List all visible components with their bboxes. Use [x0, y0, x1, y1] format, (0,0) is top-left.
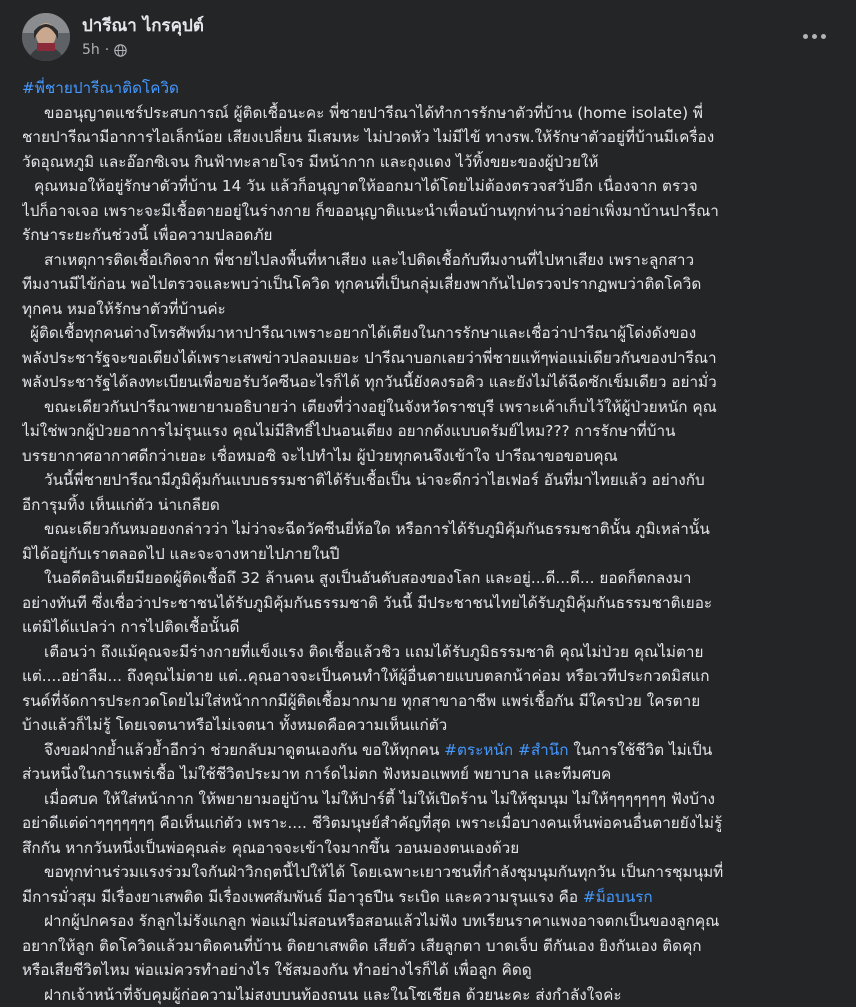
text-line: บ้างแล้วก็ไม่รู้ โดยเจตนาหรือไม่เจตนา ทั้งหมดคือความเห็นแก่ตัว	[22, 713, 834, 738]
text-line: ทีมงานมีไข้ก่อน พอไปตรวจและพบว่าเป็นโควิด ทุกคนที่เป็นกลุ่มเสี่ยงพากันไปตรวจปรากฏพบว่าติดโควิด	[22, 272, 834, 297]
text-line-with-hashtags	[22, 738, 834, 763]
text-line: พลังประชารัฐได้ลงทะเบียนเพื่อขอรับวัคซีนอะไรก็ได้ ทุกวันนี้ยังคงรอคิว และยังไม่ได้ฉีดซักเข็มเดียว อย่ามั่ว	[22, 370, 834, 395]
text-line: ไม่ใช่พวกผู้ป่วยอาการไม่รุนแรง คุณไม่มีสิทธิ์ไปนอนเตียง อยากดังแบบดรัมย์ไหม??? การรักษาที่บ้าน	[22, 419, 834, 444]
post-body	[22, 76, 834, 1007]
text-line: บรรยากาศอากาศดีกว่าเยอะ เชื่อหมอซิ จะไปทำไม ผู้ป่วยทุกคนจึงเข้าใจ ปารีณาขอขอบคุณ	[22, 444, 834, 469]
text-line: อีการุมทิ้ง เห็นแก่ตัว น่าเกลียด	[22, 493, 834, 518]
text-line: สึกกัน หากวันหนึ่งเป็นพ่อคุณล่ะ คุณอาจจะเข้าใจมากขึ้น วอนมองตนเองด้วย	[22, 836, 834, 861]
text-segment: มีการมั่วสุม มีเรื่องยาเสพติด มีเรื่องเพศสัมพันธ์ มีอาวุธปืน ระเบิด และความรุนแรง คือ	[22, 888, 583, 906]
text-line: ฝากผู้ปกครอง รักลูกไม่รังแกลูก พ่อแม่ไม่สอนหรือสอนแล้วไม่ฟัง บทเรียนราคาแพงอาจตกเป็นของลูกคุณ	[22, 909, 834, 934]
hashtag-link[interactable]: #ม็อบนรก	[583, 888, 653, 906]
text-line: อย่างทันที ซึ่งเชื่อว่าประชาชนได้รับภูมิคุ้มกันธรรมชาติ วันนี้ มีประชาชนไทยได้รับภูมิคุ้มกันธรรมชาติเยอะ	[22, 591, 834, 616]
text-line: วันนี้พี่ชายปารีณามีภูมิคุ้มกันแบบธรรมชาติได้รับเชื้อเป็น น่าจะดีกว่าไฮเฟอร์ อันที่มาไทยแล้ว อย่างกับ	[22, 468, 834, 493]
post-meta	[82, 41, 127, 59]
author-name[interactable]: ปารีณา ไกรคุปต์	[82, 15, 204, 37]
meta-separator: ·	[105, 41, 109, 59]
text-line: ฝากเจ้าหน้าที่จับคุมผู้ก่อความไม่สงบบนท้องถนน และในโซเชียล ด้วยนะคะ ส่งกำลังใจค่ะ	[22, 983, 834, 1007]
text-line: ขออนุญาตแชร์ประสบการณ์ ผู้ติดเชื้อนะคะ พี่ชายปารีณาได้ทำการรักษาตัวที่บ้าน (home isolate) พี่	[22, 101, 834, 126]
text-line: อย่าดีแต่ด่าๆๆๆๆๆๆๆ คือเห็นแก่ตัว เพราะ.... ชีวิตมนุษย์สำคัญที่สุด เพราะเมื่อบางคนเห็นพ่อคนอื่นตายยังไม่รู้	[22, 811, 834, 836]
hashtag-title[interactable]: #พี่ชายปารีณาติดโควิด	[22, 76, 834, 101]
hashtag-link[interactable]: #ตระหนัก	[444, 741, 513, 759]
text-line: รักษาระยะกันช่วงนี้ เพื่อความปลอดภัย	[22, 223, 834, 248]
text-line: ขณะเดียวกันหมอยงกล่าวว่า ไม่ว่าจะฉีดวัคซีนยี่ห้อใด หรือการได้รับภูมิคุ้มกันธรรมชาตินั้น ภูมิเหล่านั้น	[22, 517, 834, 542]
text-line: วัดอุณหภูมิ และอ๊อกซิเจน กินฟ้าทะลายโจร มีหน้ากาก และถุงแดง ไว้ทิ้งขยะของผู้ป่วยให้	[22, 150, 834, 175]
text-line: คุณหมอให้อยู่รักษาตัวที่บ้าน 14 วัน แล้วก็อนุญาตให้ออกมาได้โดยไม่ต้องตรวจสวัปอีก เนื่องจาก ตรวจ	[22, 174, 834, 199]
text-line: แต่มิได้แปลว่า การไปติดเชื้อนั้นดี	[22, 615, 834, 640]
text-line: หรือเสียชีวิตไหม พ่อแม่ควรทำอย่างไร ใช้สมองกัน ทำอย่างไรก็ได้ เพื่อลูก คิดดู	[22, 958, 834, 983]
post-time[interactable]: 5h	[82, 41, 100, 59]
text-line-with-hashtag	[22, 885, 834, 910]
text-segment: จึงขอฝากย้ำแล้วย้ำอีกว่า ช่วยกลับมาดูตนเองกัน ขอให้ทุกคน	[44, 741, 444, 759]
text-line: ขณะเดียวกันปารีณาพยายามอธิบายว่า เตียงที่ว่างอยู่ในจังหวัดราชบุรี เพราะเค้าเก็บไว้ให้ผู้ป่วยหนัก คุณ	[22, 395, 834, 420]
text-line: ชายปารีณามีอาการไอเล็กน้อย เสียงเปลี่ยน มีเสมหะ ไม่ปวดหัว ไม่มีไข้ ทางรพ.ให้รักษาตัวอยู่ที่บ้านมีเครื่อง	[22, 125, 834, 150]
text-line: พลังประชารัฐจะขอเตียงได้เพราะเสพข่าวปลอมเยอะ ปารีณาบอกเลยว่าพี่ชายแท้ๆพ่อแม่เดียวกันของปารีณา	[22, 346, 834, 371]
author-avatar[interactable]	[22, 13, 70, 61]
text-line: มิได้อยู่กับเราตลอดไป และจะจางหายไปภายในปี	[22, 542, 834, 567]
text-line: ขอทุกท่านร่วมแรงร่วมใจกันฝ่าวิกฤตนี้ไปให้ได้ โดยเฉพาะเยาวชนที่กำลังชุมนุมกันทุกวัน เป็นการชุมนุมที่	[22, 860, 834, 885]
text-line: รนด์ที่จัดการประกวดโดยไม่ใส่หน้ากากมีผู้ติดเชื้อมากมาย ทุกสาขาอาชีพ แพร่เชื้อกัน มีใครป่วย ใครตาย	[22, 689, 834, 714]
text-line: ผู้ติดเชื้อทุกคนต่างโทรศัพท์มาหาปารีณาเพราะอยากได้เตียงในการรักษาและเชื่อว่าปารีณาผู้โด่งดังของ	[22, 321, 834, 346]
text-line: อยากให้ลูก ติดโควิดแล้วมาติดคนที่บ้าน ติดยาเสพติด เสียตัว เสียลูกตา บาดเจ็บ ตีกันเอง ยิงกันเอง ติดคุก	[22, 934, 834, 959]
text-line: แต่....อย่าลืม... ถึงคุณไม่ตาย แต่..คุณอาจจะเป็นคนทำให้ผู้อื่นตายแบบตลกน้าค่อม หรือเวทีประกวดมิสแก	[22, 664, 834, 689]
avatar-photo-icon	[22, 13, 70, 61]
hashtag-link[interactable]: #สำนึก	[518, 741, 568, 759]
text-line: ไปก็อาจเจอ เพราะจะมีเชื้อตายอยู่ในร่างกาย ก็ขออนุญาติแนะนำเพื่อนบ้านทุกท่านว่าอย่าเพิ่งมาบ้านปารีณา	[22, 199, 834, 224]
text-line: สาเหตุการติดเชื้อเกิดจาก พี่ชายไปลงพื้นที่หาเสียง และไปติดเชื้อกับทีมงานที่ไปหาเสียง เพราะลูกสาว	[22, 248, 834, 273]
text-line: เตือนว่า ถึงแม้คุณจะมีร่างกายที่แข็งแรง ติดเชื้อแล้วชิว แถมได้รับภูมิธรรมชาติ คุณไม่ป่วย คุณไม่ตาย	[22, 640, 834, 665]
more-options-icon[interactable]	[798, 26, 830, 46]
text-line: ในอดีตอินเดียมียอดผู้ติดเชื้อถึ 32 ล้านคน สูงเป็นอันดับสองของโลก และอยู่...ดี...ดี... ยอดก็ตกลงมา	[22, 566, 834, 591]
text-line: เมื่อศบค ให้ใส่หน้ากาก ให้พยายามอยู่บ้าน ไม่ให้ปาร์ตี้ ไม่ให้เปิดร้าน ไม่ให้ชุมนุม ไม่ให้ๆๆๆๆๆๆๆ ฟังบ้าง	[22, 787, 834, 812]
text-line: ส่วนหนึ่งในการแพร่เชื้อ ไม่ใช้ชีวิตประมาท การ์ดไม่ตก ฟังหมอแพทย์ พยาบาล และทีมศบค	[22, 762, 834, 787]
globe-icon[interactable]	[114, 44, 127, 57]
text-segment: ในการใช้ชีวิต ไม่เป็น	[569, 741, 713, 759]
text-line: ทุกคน หมอให้รักษาตัวที่บ้านค่ะ	[22, 297, 834, 322]
